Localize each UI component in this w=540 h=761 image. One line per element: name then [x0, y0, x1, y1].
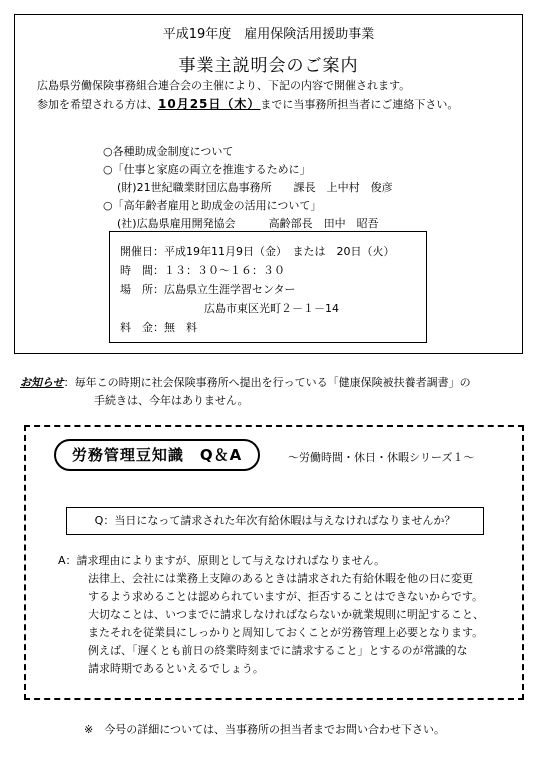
event-details-box [109, 231, 427, 343]
topic-2-speaker: (財)21世紀職業財団広島事務所 課長 上中村 俊彦 [117, 181, 393, 194]
seminar-title: 事業主説明会のご案内 [178, 56, 359, 76]
event-time: 時 間：１３：３０～１６：３０ [120, 264, 285, 277]
qa-question: Q：当日になって請求された年次有給休暇は与えなければなりませんか？ [66, 507, 484, 535]
event-date: 開催日：平成19年11月9日（金） または 20日（火） [120, 245, 395, 258]
seminar-announcement-box [14, 14, 523, 354]
topic-list [103, 143, 393, 233]
intro-line-2-suffix: までに当事務所担当者にご連絡下さい。 [260, 98, 459, 111]
qa-title-badge: 労務管理豆知識 Q＆A [54, 439, 260, 471]
deadline-date: 10月25日（木） [158, 97, 261, 111]
topic-3: ○「高年齢者雇用と助成金の活用について」 [103, 199, 322, 212]
notice-section [20, 374, 525, 410]
answer-line-4: 大切なことは、いつまでに請求しなければならないか就業規則に明記すること、 [88, 608, 484, 621]
notice-text-1: 毎年この時期に社会保険事務所へ提出を行っている「健康保険被扶養者調書」の [74, 376, 471, 389]
program-title: 平成19年度 雇用保険活用援助事業 [162, 27, 375, 42]
notice-label: お知らせ [20, 376, 64, 389]
topic-2: ○「仕事と家庭の両立を推進するために」 [103, 163, 311, 176]
answer-line-3: するよう求めることは認められていますが、拒否することはできないからです。 [88, 590, 484, 603]
notice-line-1 [20, 374, 525, 392]
qa-box [24, 425, 524, 700]
topic-1: ○各種助成金制度について [103, 145, 234, 158]
footer-note: ※ 今号の詳細については、当事務所の担当者までお問い合わせ下さい。 [84, 723, 445, 736]
intro-text [37, 77, 517, 114]
notice-line-2: 手続きは、今年はありません。 [94, 394, 249, 407]
intro-line-2 [37, 95, 517, 114]
notice-colon: ： [63, 376, 75, 389]
answer-line-5: またそれを従業員にしっかりと周知しておくことが労務管理上必要となります。 [88, 626, 484, 639]
answer-line-1: A：請求理由によりますが、原則として与えなければなりません。 [58, 554, 386, 567]
answer-line-6: 例えば、「遅くとも前日の終業時刻までに請求すること」とするのが常識的な [88, 644, 468, 657]
qa-answer [58, 552, 498, 678]
answer-line-2: 法律上、会社には業務上支障のあるときは請求された有給休暇を他の日に変更 [88, 572, 473, 585]
event-address: 広島市東区光町２－１－14 [204, 302, 339, 315]
event-fee: 料 金：無 料 [120, 321, 197, 334]
intro-line-1: 広島県労働保険事務組合連合会の主催により、下記の内容で開催されます。 [37, 79, 411, 92]
intro-line-2-prefix: 参加を希望される方は、 [37, 98, 158, 111]
event-place: 場 所：広島県立生涯学習センター [120, 283, 296, 296]
qa-series-label: ～労働時間・休日・休暇シリーズ１～ [288, 451, 475, 464]
topic-3-speaker: (社)広島県雇用開発協会 高齢部長 田中 昭吾 [117, 217, 379, 230]
answer-line-7: 請求時期であるといえるでしょう。 [88, 662, 264, 675]
